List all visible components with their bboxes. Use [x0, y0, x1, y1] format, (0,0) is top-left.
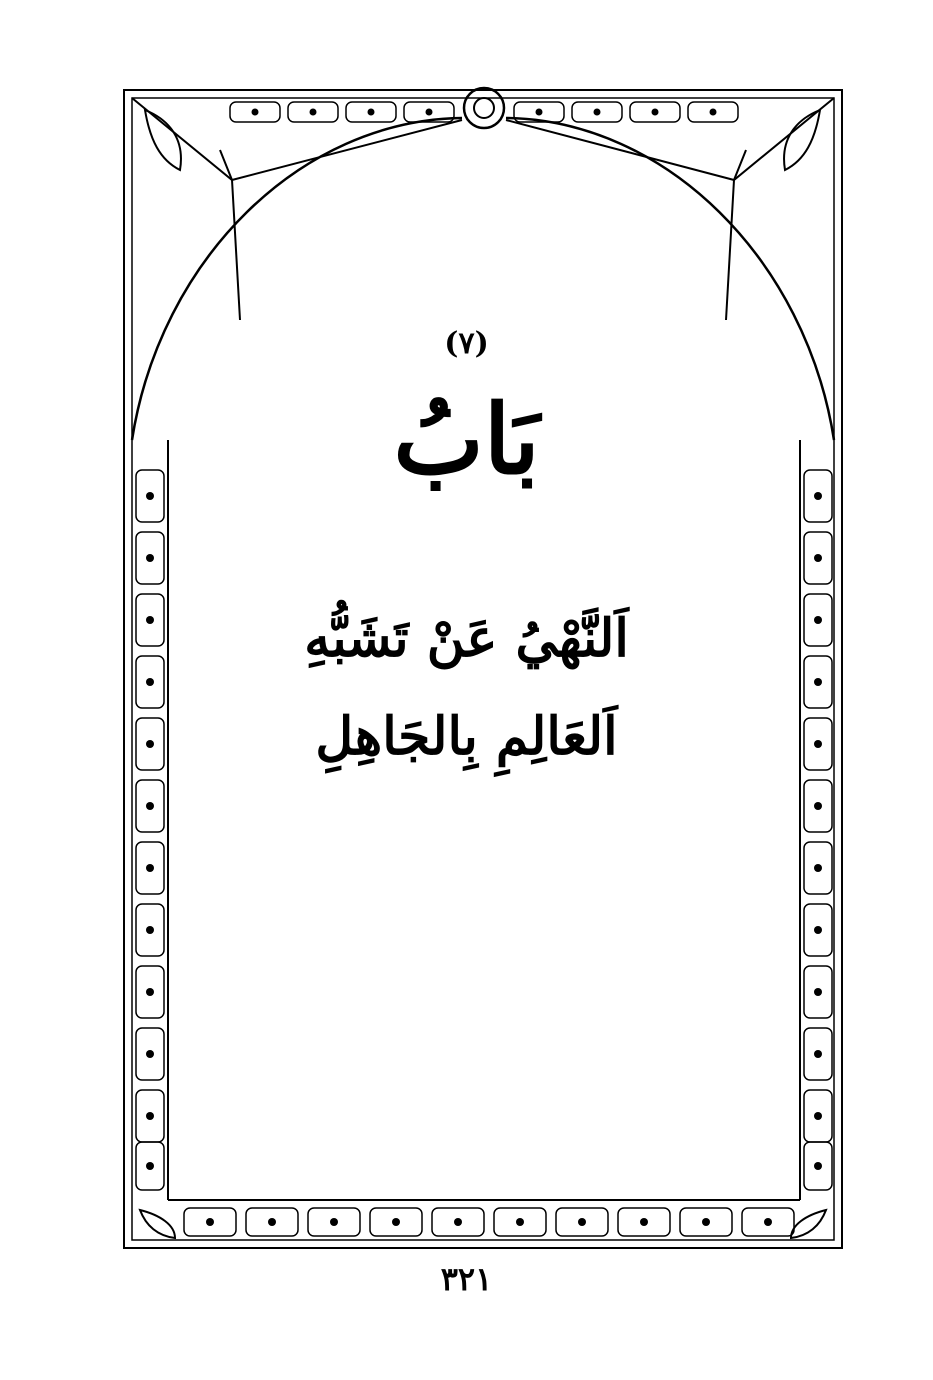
- page-number: ٣٢١: [440, 1260, 493, 1298]
- chapter-title-line-1: اَلنَّهْيُ عَنْ تَشَبُّهِ: [304, 608, 629, 669]
- chapter-title-line-2: اَلعَالِمِ بِالجَاهِلِ: [315, 706, 618, 767]
- chapter-number: (٧): [444, 326, 489, 361]
- chapter-heading: بَابُ: [393, 383, 540, 496]
